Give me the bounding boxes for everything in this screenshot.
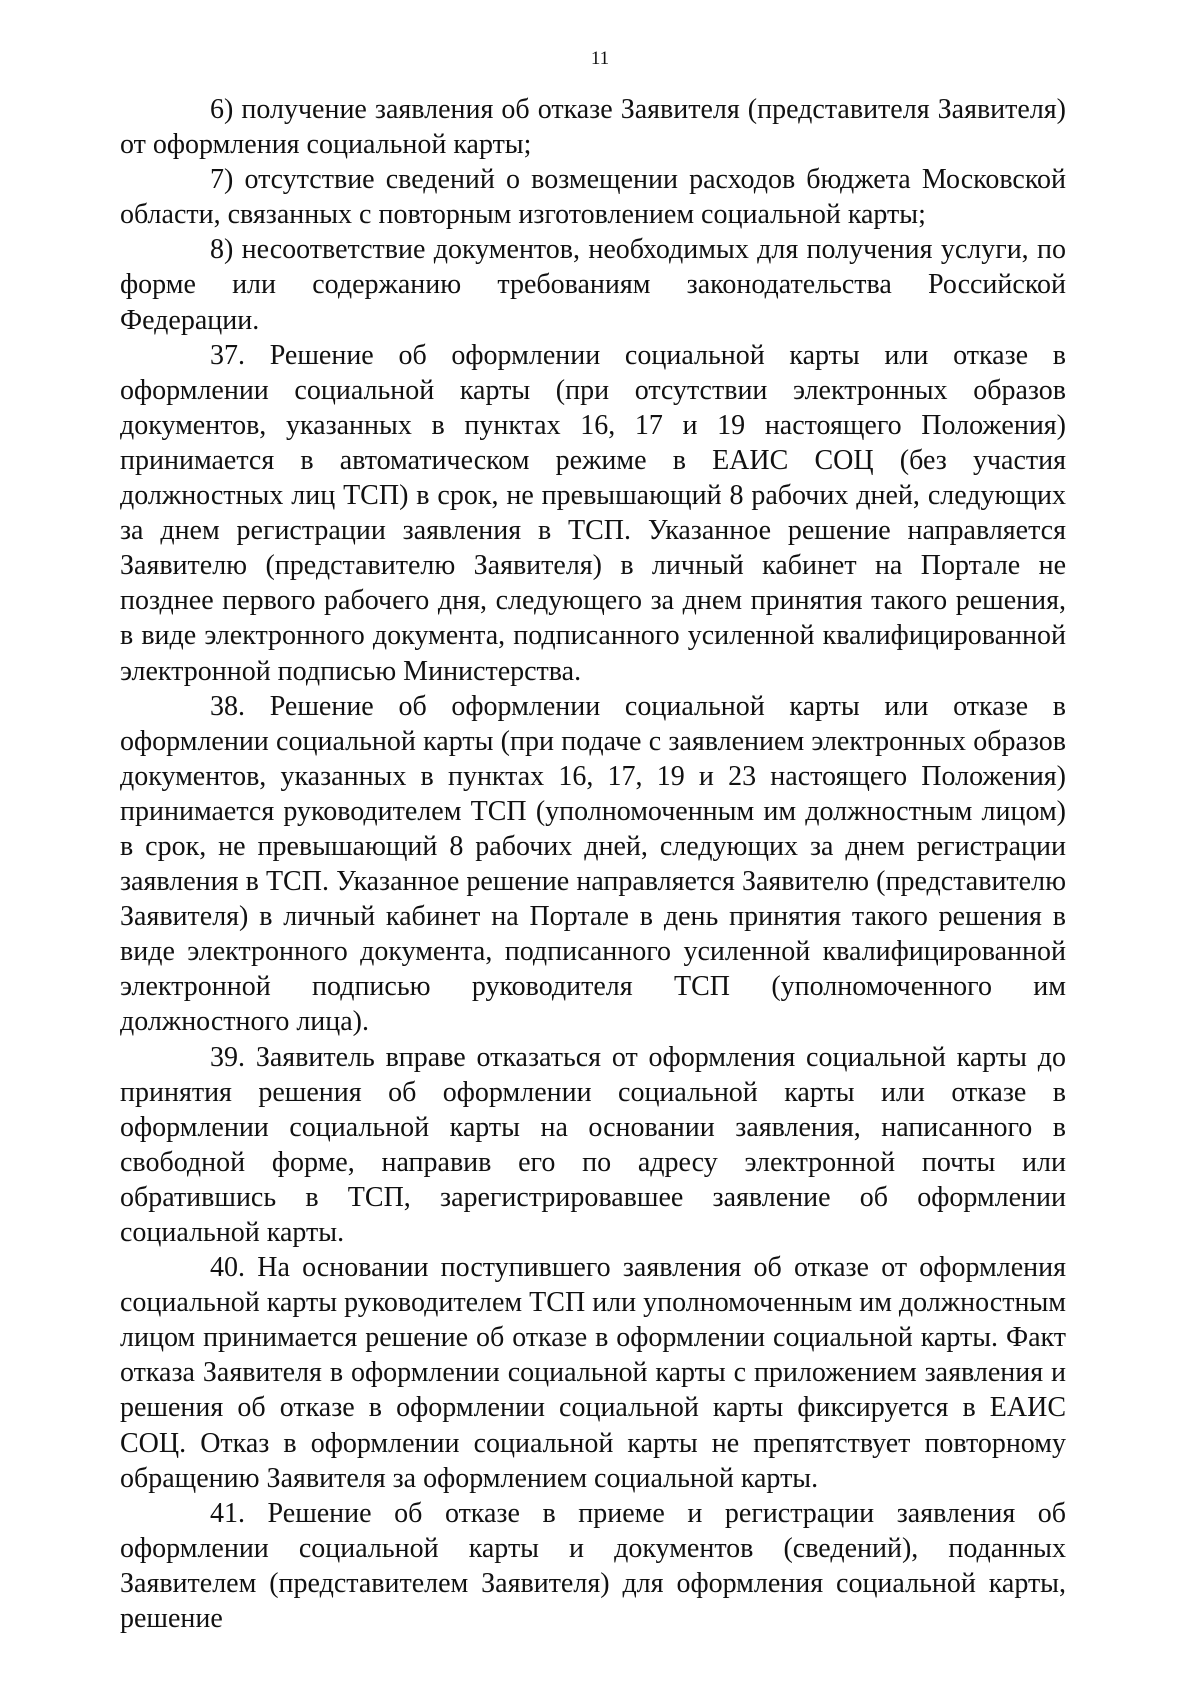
clause-38: 38. Решение об оформлении социальной карты или отказе в оформлении социальной карты (при подаче с заявлением электронных образов документов, указанных в пунктах 16, 17, 19 и 23 настоящего Положения) принимается руководителем ТСП (уполномоченным им должностным лицом) в срок, не превышающий 8 рабочих дней, следующих за днем регистрации заявления в ТСП. Указанное решение направляется Заявителю (представителю Заявителя) в личный кабинет на Портале в день принятия такого решения в виде электронного документа, подписанного усиленной квалифицированной электронной подписью руководителя ТСП (уполномоченного им должностного лица). [120, 690, 1066, 1038]
page-number: 11 [590, 48, 610, 69]
clause-37: 37. Решение об оформлении социальной карты или отказе в оформлении социальной карты (при отсутствии электронных образов документов, указанных в пунктах 16, 17 и 19 настоящего Положения) принимается в автоматическом режиме в ЕАИС СОЦ (без участия должностных лиц ТСП) в срок, не превышающий 8 рабочих дней, следующих за днем регистрации заявления в ТСП. Указанное решение направляется Заявителю (представителю Заявителя) в личный кабинет на Портале не позднее первого рабочего дня, следующего за днем принятия такого решения, в виде электронного документа, подписанного усиленной квалифицированной электронной подписью Министерства. [120, 339, 1066, 687]
clause-39: 39. Заявитель вправе отказаться от оформления социальной карты до принятия решения об оформлении социальной карты или отказе в оформлении социальной карты на основании заявления, написанного в свободной форме, направив его по адресу электронной почты или обратившись в ТСП, зарегистрировавшее заявление об оформлении социальной карты. [120, 1041, 1066, 1248]
clause-40: 40. На основании поступившего заявления об отказе от оформления социальной карты руководителем ТСП или уполномоченным им должностным лицом принимается решение об отказе в оформлении социальной карты. Факт отказа Заявителя в оформлении социальной карты с приложением заявления и решения об отказе в оформлении социальной карты фиксируется в ЕАИС СОЦ. Отказ в оформлении социальной карты не препятствует повторному обращению Заявителя за оформлением социальной карты. [120, 1252, 1066, 1494]
clause-41: 41. Решение об отказе в приеме и регистрации заявления об оформлении социальной карты и документов (сведений), поданных Заявителем (представителем Заявителя) для оформления социальной карты, решение [120, 1497, 1066, 1635]
list-item-8: 8) несоответствие документов, необходимых для получения услуги, по форме или содержанию требованиям законодательства Российской Федерации. [120, 234, 1066, 336]
document-body [120, 92, 1066, 1636]
list-item-7: 7) отсутствие сведений о возмещении расходов бюджета Московской области, связанных с повторным изготовлением социальной карты; [120, 164, 1066, 231]
list-item-6: 6) получение заявления об отказе Заявителя (представителя Заявителя) от оформления социальной карты; [120, 94, 1066, 161]
